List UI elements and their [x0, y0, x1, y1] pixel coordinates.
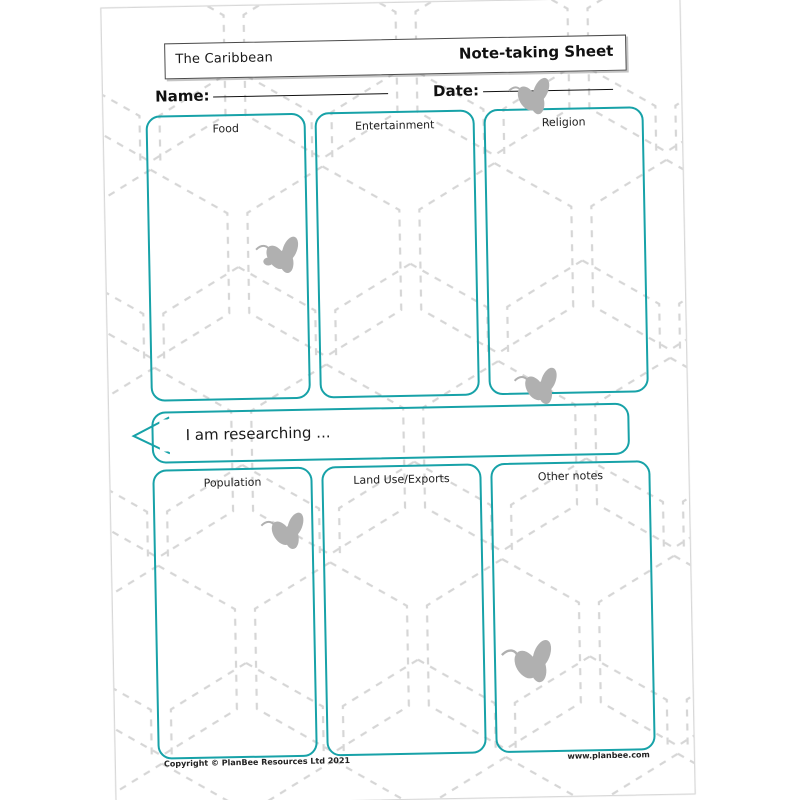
bee-icon — [248, 227, 309, 280]
date-label: Date: — [432, 81, 480, 101]
note-box-religion[interactable] — [483, 106, 648, 395]
note-box-land-use-exports[interactable] — [321, 463, 487, 756]
note-box-label: Entertainment — [354, 118, 435, 133]
name-label: Name: — [154, 86, 210, 106]
bee-icon — [491, 628, 564, 691]
name-field[interactable] — [155, 83, 389, 105]
worksheet-type-title: Note-taking Sheet — [458, 41, 614, 63]
worksheet-page — [100, 0, 695, 800]
bee-icon — [501, 70, 560, 121]
note-box-label: Population — [203, 475, 262, 490]
note-box-other-notes[interactable] — [490, 460, 656, 753]
note-box-label: Religion — [541, 115, 586, 130]
note-box-label: Other notes — [537, 469, 604, 484]
research-prompt-text: I am researching ... — [185, 423, 331, 445]
bee-icon — [253, 503, 314, 556]
bee-icon — [506, 358, 567, 411]
note-box-label: Food — [212, 122, 240, 136]
name-write-line[interactable] — [214, 93, 389, 97]
note-box-label: Land Use/Exports — [353, 472, 450, 487]
worksheet-topic-title: The Caribbean — [175, 50, 274, 68]
research-prompt-bubble[interactable] — [151, 403, 630, 464]
footer-copyright: Copyright © PlanBee Resources Ltd 2021 — [163, 755, 351, 769]
note-box-entertainment[interactable] — [314, 109, 479, 398]
footer-website: www.planbee.com — [567, 750, 650, 761]
